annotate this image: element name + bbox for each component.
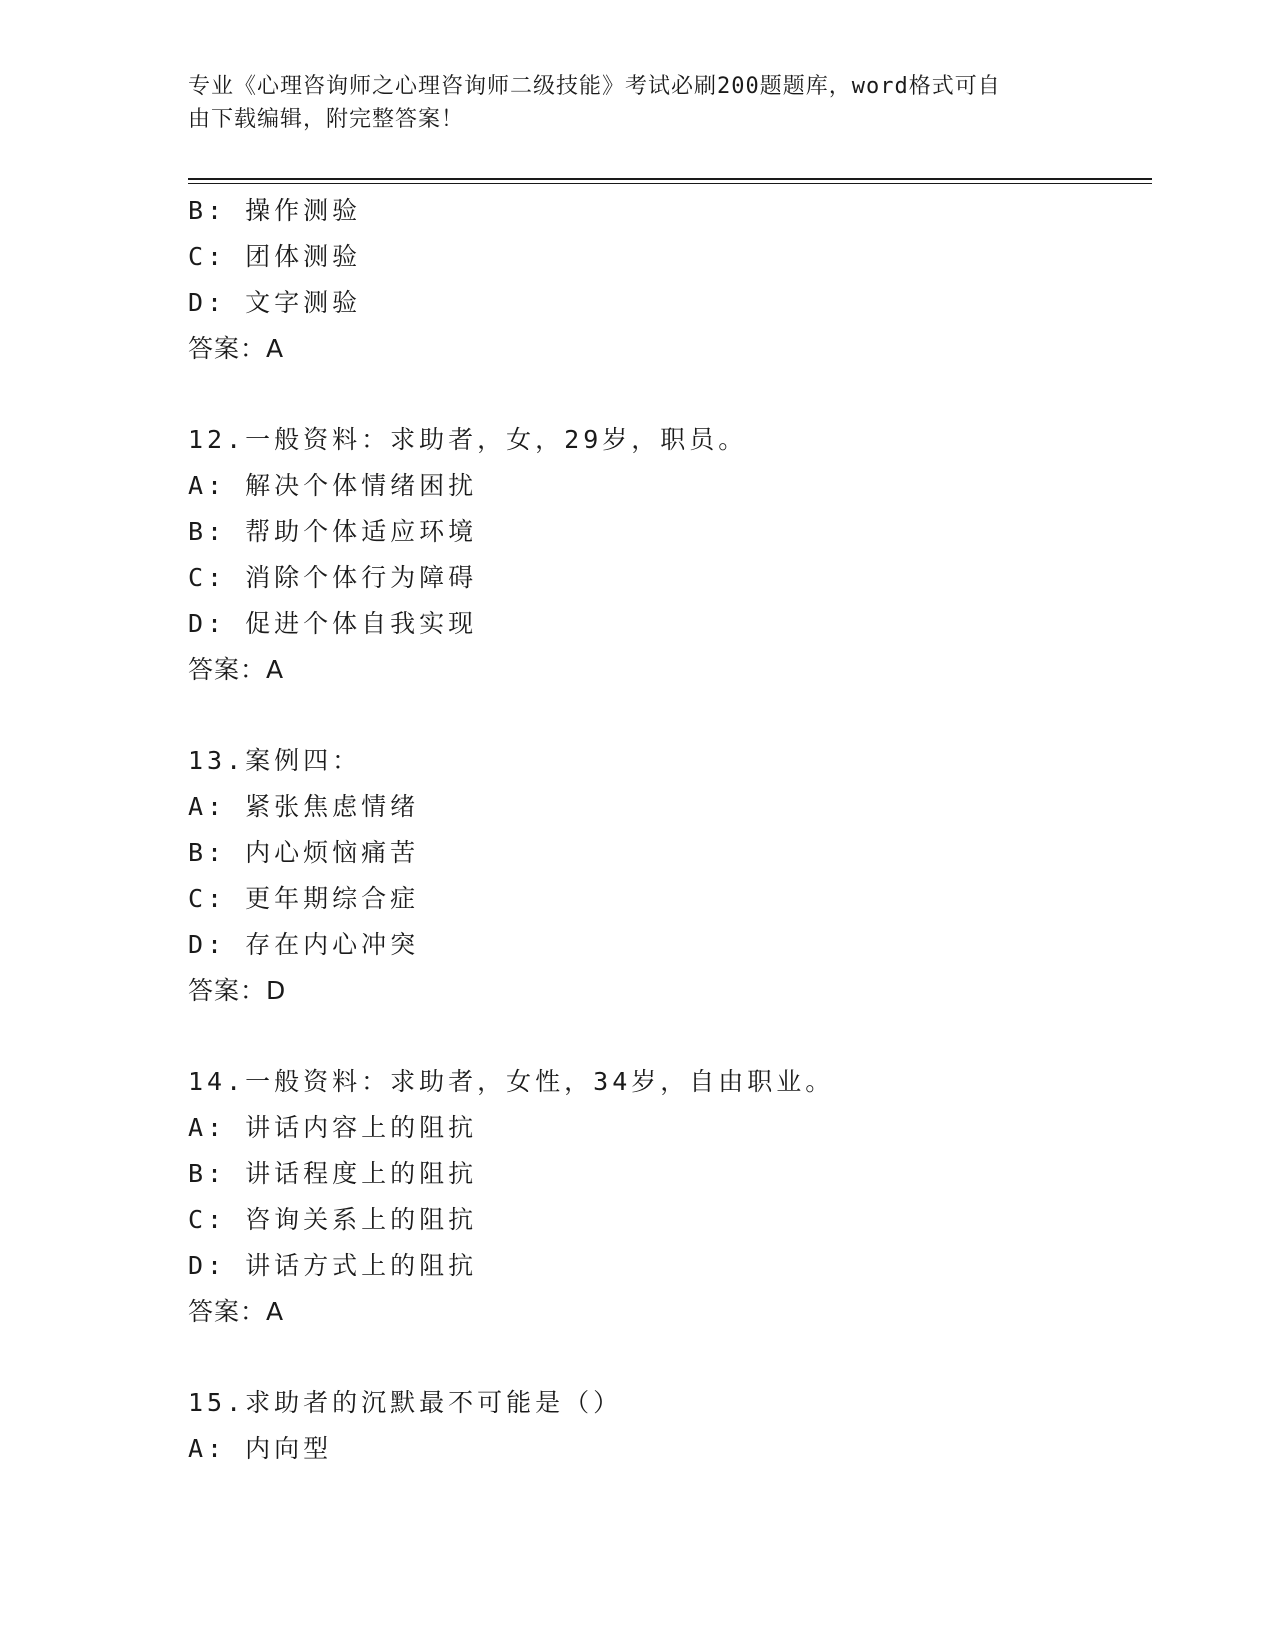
option-c: C: 咨询关系上的阻抗 xyxy=(188,1205,478,1234)
question-stem: 15.求助者的沉默最不可能是（） xyxy=(188,1388,623,1417)
document-header xyxy=(188,70,1088,136)
question-14 xyxy=(188,1059,1148,1335)
answer-line: 答案：D xyxy=(188,976,287,1005)
header-divider-thin xyxy=(188,183,1152,184)
header-line-1: 专业《心理咨询师之心理咨询师二级技能》考试必刷200题题库，word格式可自 xyxy=(188,74,1001,99)
answer-line: 答案：A xyxy=(188,1297,285,1326)
header-divider-thick xyxy=(188,178,1152,180)
option-c: C: 更年期综合症 xyxy=(188,884,420,913)
option-d: D: 促进个体自我实现 xyxy=(188,609,478,638)
question-13 xyxy=(188,738,1148,1014)
option-c: C: 消除个体行为障碍 xyxy=(188,563,478,592)
answer-line: 答案：A xyxy=(188,655,285,684)
option-a: A: 内向型 xyxy=(188,1434,333,1463)
option-a: A: 讲话内容上的阻抗 xyxy=(188,1113,478,1142)
question-stem: 14.一般资料：求助者，女性，34岁，自由职业。 xyxy=(188,1067,835,1096)
option-b: B: 帮助个体适应环境 xyxy=(188,517,478,546)
option-a: A: 解决个体情绪困扰 xyxy=(188,471,478,500)
question-12 xyxy=(188,417,1148,693)
option-c: C: 团体测验 xyxy=(188,242,362,271)
question-list xyxy=(188,188,1148,1472)
option-d: D: 存在内心冲突 xyxy=(188,930,420,959)
option-b: B: 内心烦恼痛苦 xyxy=(188,838,420,867)
answer-line: 答案：A xyxy=(188,334,285,363)
question-stem: 13.案例四： xyxy=(188,746,362,775)
option-a: A: 紧张焦虑情绪 xyxy=(188,792,420,821)
question-11-continued xyxy=(188,188,1148,372)
option-d: D: 文字测验 xyxy=(188,288,362,317)
question-15 xyxy=(188,1380,1148,1472)
question-stem: 12.一般资料：求助者，女，29岁，职员。 xyxy=(188,425,748,454)
option-b: B: 操作测验 xyxy=(188,196,362,225)
header-line-2: 由下载编辑，附完整答案！ xyxy=(188,107,465,132)
option-b: B: 讲话程度上的阻抗 xyxy=(188,1159,478,1188)
option-d: D: 讲话方式上的阻抗 xyxy=(188,1251,478,1280)
